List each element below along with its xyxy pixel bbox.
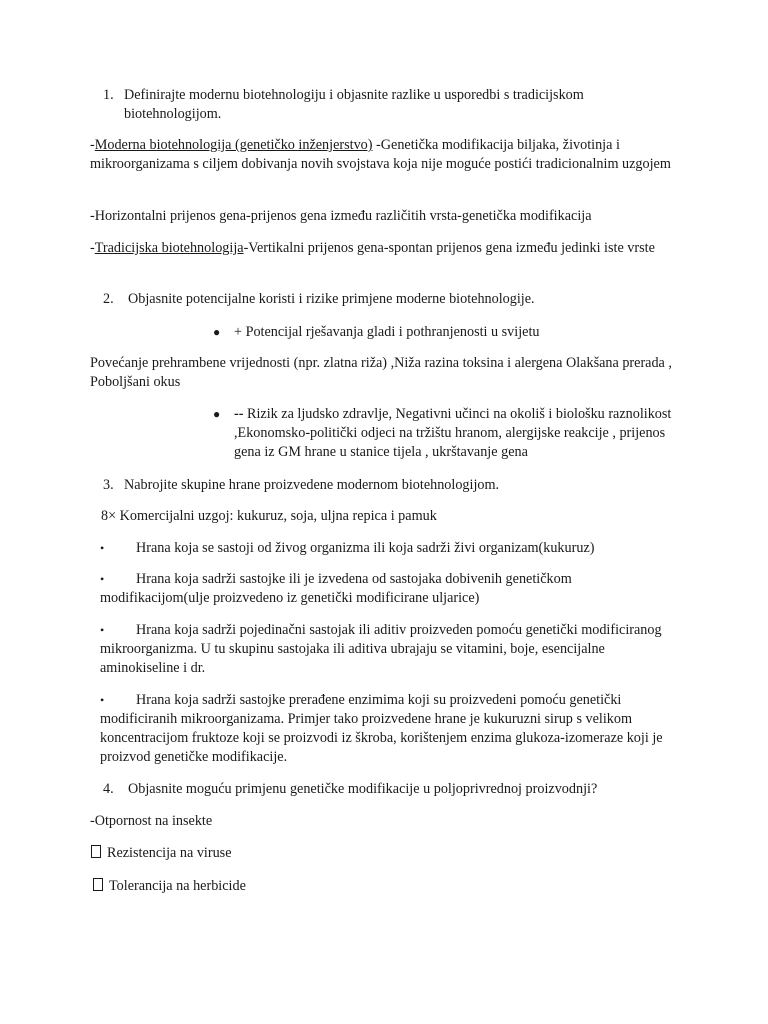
- question-1: [103, 86, 663, 124]
- question-text: Objasnite moguću primjenu genetičke modifikacije u poljoprivrednoj proizvodnji?: [128, 781, 598, 797]
- question-4: [103, 780, 683, 799]
- checkbox-glyph-icon: [91, 845, 101, 858]
- bullet-icon: ●: [213, 325, 221, 339]
- question-3: [103, 476, 663, 495]
- question-number: 4.: [103, 781, 114, 797]
- bullet-text: Potencijal rješavanja gladi i pothranjenosti u svijetu: [242, 324, 540, 340]
- plus-sign: +: [234, 324, 243, 340]
- bullet-text: Rizik za ljudsko zdravlje, Negativni učinci na okoliš i biološku raznolikost ,Ekonomsko-politički odjeci na tržištu hranom, alergijske reakcije , prijenos gena iz GM hrane u stanice tijela , ukrštavanje gena: [234, 406, 672, 460]
- paragraph-text: 8× Komercijalni uzgoj: kukuruz, soja, uljna repica i pamuk: [101, 508, 437, 524]
- food-item-3: [100, 621, 678, 678]
- paragraph-tradicijska: [90, 239, 680, 258]
- paragraph-horizontal: [90, 207, 680, 226]
- food-item-1: [100, 539, 678, 558]
- underlined-term: Moderna biotehnologija (genetičko inženjerstvo): [94, 137, 373, 153]
- minus-sign: --: [234, 406, 244, 422]
- commercial-line: [101, 507, 691, 526]
- list-item-text: Hrana koja sadrži sastojke ili je izvedena od sastojaka dobivenih genetičkom modifikacijom(ulje proizvedeno iz genetički modificirane uljarice): [100, 571, 572, 606]
- paragraph-text: Rezistencija na viruse: [107, 845, 232, 861]
- paragraph-text: -Otpornost na insekte: [90, 813, 213, 829]
- paragraph-text: Povećanje prehrambene vrijednosti (npr. zlatna riža) ,Niža razina toksina i alergena Olakšana prerada , Poboljšani okus: [90, 355, 672, 390]
- question-number: 2.: [103, 291, 114, 307]
- answer-herbicides: [93, 877, 683, 896]
- checkbox-glyph-icon: [93, 878, 103, 891]
- list-item-text: Hrana koja sadrži sastojke prerađene enzimima koji su proizvedeni pomoću genetički modificiranih mikroorganizama. Primjer tako proizvedene hrane je kukuruzni sirup s velikom koncentracijom fruktoze koji se proizvodi iz škroba, korištenjem enzima glukoza-izomeraze koji je proizvod genetičke modifikacije.: [100, 692, 663, 765]
- bullet-icon: •: [100, 693, 105, 707]
- paragraph-benefits: [90, 354, 680, 392]
- question-number: 1.: [103, 87, 114, 103]
- benefit-bullet: [213, 323, 683, 342]
- underlined-term: Tradicijska biotehnologija: [94, 240, 244, 256]
- food-item-2: [100, 570, 678, 608]
- food-item-4: [100, 691, 678, 767]
- bullet-icon: •: [100, 572, 105, 586]
- paragraph-moderna: [90, 136, 680, 174]
- bullet-icon: •: [100, 541, 105, 555]
- bullet-icon: •: [100, 623, 105, 637]
- dash: -: [90, 137, 95, 153]
- bullet-icon: ●: [213, 407, 221, 421]
- paragraph-text: -Genetička modifikacija biljaka, životinja i mikroorganizama s ciljem dobivanja novih svojstava koja nije moguće postići tradicionalnim uzgojem: [90, 137, 671, 172]
- paragraph-text: -Vertikalni prijenos gena-spontan prijenos gena između jedinki iste vrste: [243, 240, 655, 256]
- list-item-text: Hrana koja sadrži pojedinačni sastojak ili aditiv proizveden pomoću genetički modificiranog mikroorganizma. U tu skupinu sastojaka ili aditiva ubrajaju se vitamini, boje, esencijalne aminokiseline i dr.: [100, 622, 662, 676]
- answer-viruses: [91, 844, 681, 863]
- question-text: Nabrojite skupine hrane proizvedene modernom biotehnologijom.: [124, 477, 500, 493]
- paragraph-text: -Horizontalni prijenos gena-prijenos gena između različitih vrsta-genetička modifikacija: [90, 208, 592, 224]
- question-text: Objasnite potencijalne koristi i rizike primjene moderne biotehnologije.: [128, 291, 535, 307]
- paragraph-text: Tolerancija na herbicide: [109, 878, 246, 894]
- question-2: [103, 290, 663, 309]
- question-text: Definirajte modernu biotehnologiju i objasnite razlike u usporedbi s tradicijskom biotehnologijom.: [124, 87, 584, 122]
- list-item-text: Hrana koja se sastoji od živog organizma ili koja sadrži živi organizam(kukuruz): [136, 540, 595, 556]
- risk-bullet: [213, 405, 683, 462]
- dash: -: [90, 240, 95, 256]
- answer-insects: [90, 812, 680, 831]
- question-number: 3.: [103, 477, 114, 493]
